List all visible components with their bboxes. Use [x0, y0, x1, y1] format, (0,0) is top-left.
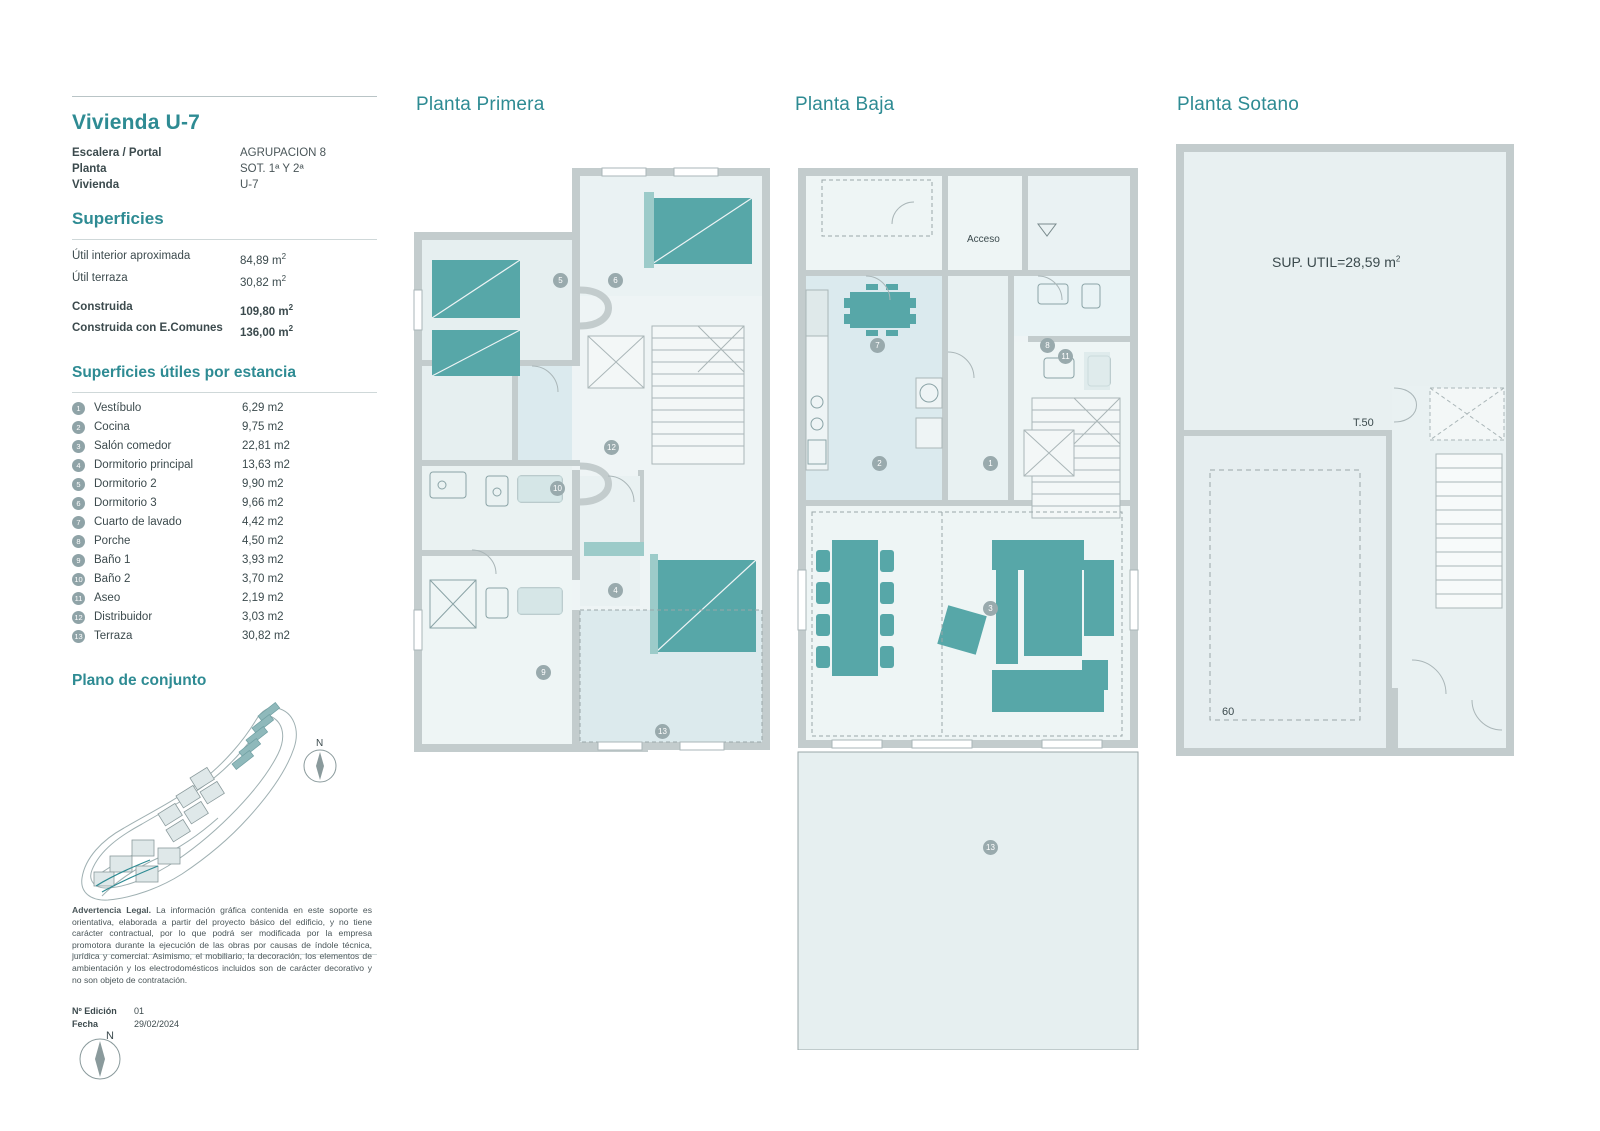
plan-title-basement: Planta Sotano [1177, 94, 1299, 115]
divider-rooms [72, 392, 377, 393]
room-number: 6 [72, 497, 85, 510]
code-t50-label: T.50 [1353, 417, 1374, 429]
room-number: 8 [72, 535, 85, 548]
room-name: Dormitorio principal [94, 459, 194, 472]
room-name: Salón comedor [94, 440, 172, 453]
room-name: Cuarto de lavado [94, 516, 182, 529]
list-item [72, 437, 377, 456]
divider-top [72, 96, 377, 97]
list-item [72, 399, 377, 418]
room-number: 3 [72, 440, 85, 453]
surface-value: 109,80 $m^2$ [240, 302, 294, 318]
room-marker-3: 3 [983, 601, 998, 616]
room-area: 9,90 m2 [242, 478, 284, 491]
surface-value: 30,82 $m^2$ [240, 273, 287, 289]
room-marker-11: 11 [1058, 349, 1073, 364]
surface-label: Útil interior aproximada [72, 250, 191, 262]
room-marker-12: 12 [604, 440, 619, 455]
plan-first-floor [412, 140, 778, 770]
info-row [72, 145, 377, 161]
room-area: 9,75 m2 [242, 421, 284, 434]
room-marker-1: 1 [983, 456, 998, 471]
info-label: Escalera / Portal [72, 147, 162, 159]
surface-label: Útil terraza [72, 271, 128, 284]
list-item [72, 532, 377, 551]
room-area: 3,03 m2 [242, 611, 284, 624]
list-item [72, 513, 377, 532]
room-name: Vestíbulo [94, 402, 142, 415]
surface-value: 84,89 $m^2$ [240, 252, 287, 267]
surface-row [72, 320, 377, 342]
info-label: Planta [72, 163, 107, 175]
date-label: Fecha [72, 1019, 99, 1029]
room-name: Dormitorio 3 [94, 497, 157, 510]
room-area: 4,42 m2 [242, 516, 284, 529]
code-60-label: 60 [1222, 706, 1235, 718]
list-item [72, 494, 377, 513]
room-area: 22,81 m2 [242, 440, 290, 453]
info-panel [72, 96, 377, 969]
surface-value: 136,00 $m^2$ [240, 324, 294, 340]
room-area: 13,63 m2 [242, 459, 290, 472]
room-name: Baño 2 [94, 573, 131, 586]
room-number: 4 [72, 459, 85, 472]
room-name: Baño 1 [94, 554, 131, 567]
list-item [72, 608, 377, 627]
surfaces-list [72, 248, 377, 342]
unit-info-list [72, 145, 377, 193]
info-row [72, 161, 377, 177]
room-area: 9,66 m2 [242, 497, 284, 510]
room-number: 11 [72, 592, 85, 605]
room-marker-2: 2 [872, 456, 887, 471]
north-compass-bottom [72, 1025, 132, 1085]
room-marker-10: 10 [550, 481, 565, 496]
north-compass-icon [304, 738, 336, 782]
room-area: 4,50 m2 [242, 535, 284, 548]
room-number: 12 [72, 611, 85, 624]
plan-basement [1172, 140, 1522, 765]
first-floor-drawing [412, 140, 778, 770]
info-value: AGRUPACION 8 [240, 147, 327, 159]
room-name: Porche [94, 535, 131, 548]
info-value: U-7 [240, 179, 259, 191]
plan-title-ground: Planta Baja [795, 94, 895, 115]
room-marker-7: 7 [870, 338, 885, 353]
room-number: 13 [72, 630, 85, 643]
list-item [72, 570, 377, 589]
room-number: 9 [72, 554, 85, 567]
surface-row [72, 299, 377, 321]
room-marker-9: 9 [536, 665, 551, 680]
surface-row [72, 270, 377, 292]
room-number: 2 [72, 421, 85, 434]
page-title: Vivienda U-7 [72, 111, 201, 134]
room-marker-8: 8 [1040, 338, 1055, 353]
list-item [72, 456, 377, 475]
rooms-heading: Superficies útiles por estancia [72, 364, 296, 382]
room-area: 3,70 m2 [242, 573, 284, 586]
list-item [72, 475, 377, 494]
room-area: 3,93 m2 [242, 554, 284, 567]
basement-drawing [1172, 140, 1522, 765]
edition-value: 01 [134, 1006, 145, 1016]
room-area: 6,29 m2 [242, 402, 284, 415]
surface-label: Construida con E.Comunes [72, 322, 223, 335]
room-marker-6: 6 [608, 273, 623, 288]
access-label: Acceso [967, 234, 1000, 245]
room-marker-5: 5 [553, 273, 568, 288]
surfaces-heading: Superficies [72, 209, 164, 228]
svg-text:N: N [106, 1030, 114, 1042]
plan-title-first: Planta Primera [416, 94, 545, 115]
room-area: 2,19 m2 [242, 592, 284, 605]
date-value: 29/02/2024 [134, 1019, 180, 1029]
list-item [72, 589, 377, 608]
room-marker-4: 4 [608, 583, 623, 598]
room-area-list [72, 399, 377, 646]
room-number: 7 [72, 516, 85, 529]
info-label: Vivienda [72, 179, 120, 191]
room-name: Cocina [94, 421, 130, 434]
info-value: SOT. 1ª Y 2ª [240, 163, 304, 175]
svg-text:N: N [316, 738, 324, 750]
site-plan-heading: Plano de conjunto [72, 672, 207, 690]
plan-ground-floor [792, 140, 1152, 1050]
room-marker-13: 13 [655, 724, 670, 739]
ground-floor-drawing [792, 140, 1152, 1050]
room-number: 5 [72, 478, 85, 491]
room-number: 10 [72, 573, 85, 586]
room-name: Distribuidor [94, 611, 153, 624]
list-item [72, 551, 377, 570]
list-item [72, 627, 377, 646]
room-area: 30,82 m2 [242, 630, 290, 643]
surface-row [72, 248, 377, 270]
info-row [72, 177, 377, 193]
divider-surfaces [72, 239, 377, 240]
list-item [72, 418, 377, 437]
legal-body: La información gráfica contenida en este soporte es orientativa, elaborada a partir del proyecto básico del edificio, y no tiene carácter contractual, por lo que podrá ser modificada por la empresa promotora durante la ejecución de las obras por causas de índole técnica, jurídica y comercial. Asimismo, el mobiliario, la decoración, los elementos de ambientación y los electrodomésticos incluidos son de carácter decorativo y no son objeto de contratación. [72, 905, 373, 985]
room-name: Dormitorio 2 [94, 478, 157, 491]
room-marker-13-ground: 13 [983, 840, 998, 855]
room-name: Aseo [94, 592, 121, 605]
surface-label: Construida [72, 300, 133, 313]
room-number: 1 [72, 402, 85, 415]
room-name: Terraza [94, 630, 133, 643]
legal-lead: Advertencia Legal. [72, 905, 152, 915]
legal-notice [72, 905, 372, 986]
edition-label: Nº Edición [72, 1006, 117, 1016]
basement-area-label: SUP. UTIL=28,59 $m^2$ [1272, 254, 1401, 270]
